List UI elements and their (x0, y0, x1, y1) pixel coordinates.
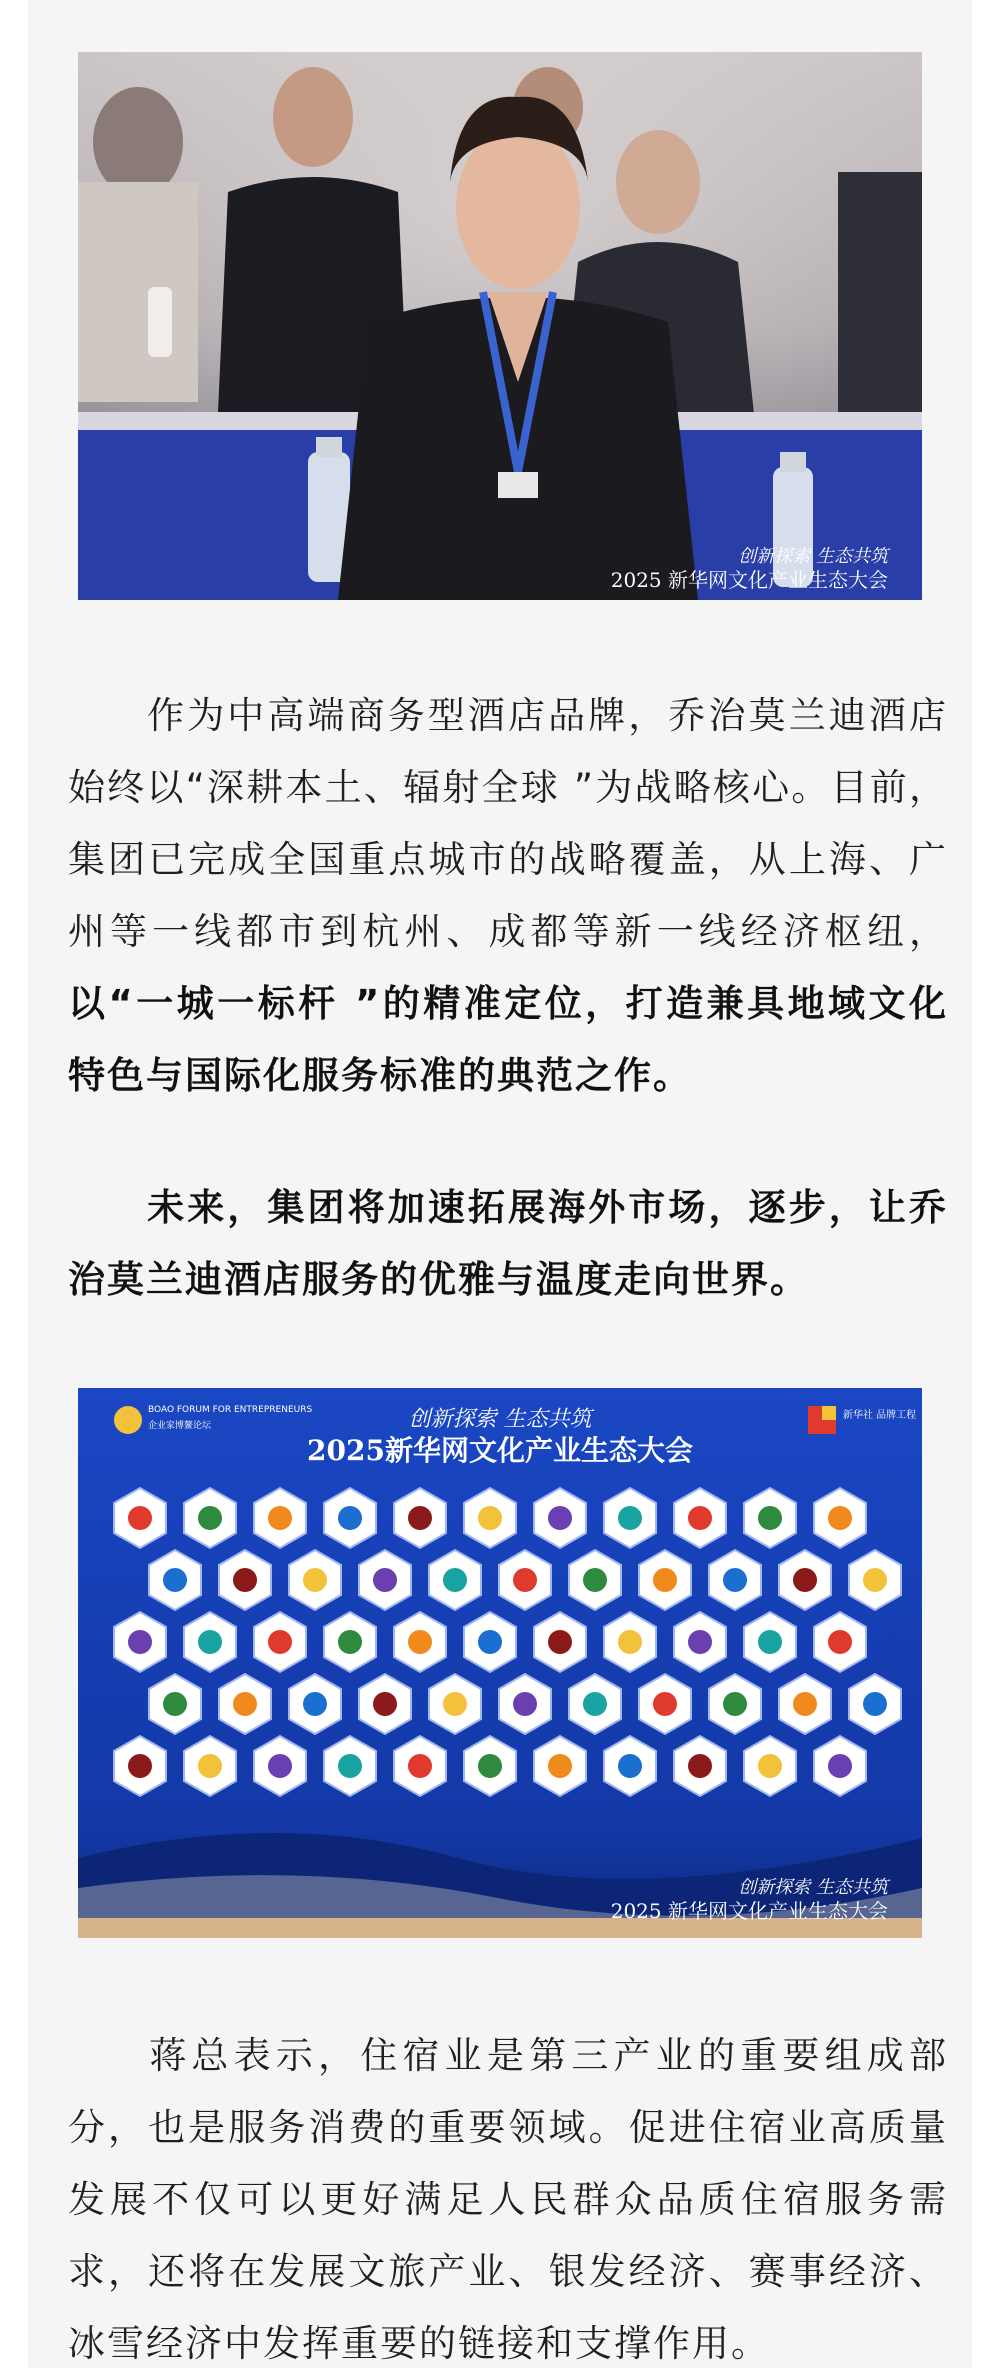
article-container (28, 0, 972, 2368)
brand-logo-icon (198, 1506, 222, 1530)
brand-logo-icon (863, 1568, 887, 1592)
brand-logo-icon (338, 1630, 362, 1654)
brand-logo-icon (338, 1506, 362, 1530)
brand-logo-icon (128, 1630, 152, 1654)
conference-photo[interactable] (78, 52, 922, 600)
brand-logo-icon (268, 1754, 292, 1778)
photo2-caption-line1: 创新探索 生态共筑 (738, 1877, 888, 1898)
brand-logo-icon (233, 1568, 257, 1592)
brand-logo-icon (268, 1630, 292, 1654)
brand-logo-icon (548, 1506, 572, 1530)
paragraph-future-bold-text: 未来，集团将加速拓展海外市场，逐步，让乔治莫兰迪酒店服务的优雅与温度走向世界。 (68, 1186, 948, 1301)
paragraph-strategy-bold-text: 以“一城一标杆 ”的精准定位，打造兼具地域文化特色与国际化服务标准的典范之作。 (68, 982, 948, 1097)
brand-logo-icon (373, 1568, 397, 1592)
logo-wall-header-line2: 2025新华网文化产业生态大会 (307, 1434, 693, 1467)
brand-logo-icon (758, 1754, 782, 1778)
paragraph-strategy (68, 680, 948, 1112)
photo1-caption-line1: 创新探索 生态共筑 (738, 546, 888, 567)
brand-logo-icon (478, 1754, 502, 1778)
brand-logo-icon (688, 1630, 712, 1654)
paragraph-remarks (68, 2020, 948, 2380)
brand-logo-icon (688, 1506, 712, 1530)
brand-logo-icon (268, 1506, 292, 1530)
brand-logo-icon (828, 1506, 852, 1530)
brand-logo-icon (408, 1630, 432, 1654)
brand-logo-icon (163, 1568, 187, 1592)
brand-logo-icon (583, 1692, 607, 1716)
brand-logo-icon (653, 1692, 677, 1716)
logo-hexagon-grid (114, 1488, 901, 1796)
logo-wall-photo-image (78, 1388, 922, 1938)
photo2-caption-line2: 2025 新华网文化产业生态大会 (610, 1899, 888, 1923)
brand-logo-icon (653, 1568, 677, 1592)
brand-logo-icon (128, 1506, 152, 1530)
brand-logo-icon (688, 1754, 712, 1778)
paragraph-future (68, 1172, 948, 1316)
brand-logo-icon (548, 1754, 572, 1778)
brand-logo-icon (443, 1568, 467, 1592)
boao-badge-text-cn: 企业家博鳌论坛 (148, 1421, 212, 1431)
paragraph-remarks-text: 蒋总表示，住宿业是第三产业的重要组成部分，也是服务消费的重要领域。促进住宿业高质量发展不仅可以更好满足人民群众品质住宿服务需求，还将在发展文旅产业、银发经济、赛事经济、冰雪经济中发挥重要的链接和支撑作用。 (68, 2034, 948, 2365)
boao-badge-text: BOAO FORUM FOR ENTREPRENEURS (148, 1405, 313, 1415)
brand-logo-icon (198, 1630, 222, 1654)
brand-logo-icon (828, 1630, 852, 1654)
brand-logo-icon (198, 1754, 222, 1778)
brand-logo-icon (758, 1506, 782, 1530)
logo-wall-header-line1: 创新探索 生态共筑 (408, 1407, 592, 1432)
brand-logo-icon (373, 1692, 397, 1716)
photo1-caption-line2: 2025 新华网文化产业生态大会 (610, 568, 888, 592)
brand-logo-icon (478, 1506, 502, 1530)
xinhua-badge-text: 新华社 品牌工程 (843, 1410, 917, 1421)
brand-logo-icon (513, 1692, 537, 1716)
brand-logo-icon (723, 1692, 747, 1716)
brand-logo-icon (478, 1630, 502, 1654)
brand-logo-icon (163, 1692, 187, 1716)
brand-logo-icon (723, 1568, 747, 1592)
brand-logo-icon (408, 1754, 432, 1778)
brand-logo-icon (303, 1692, 327, 1716)
brand-logo-icon (583, 1568, 607, 1592)
brand-logo-icon (513, 1568, 537, 1592)
brand-logo-icon (618, 1630, 642, 1654)
brand-logo-icon (793, 1568, 817, 1592)
brand-logo-icon (618, 1506, 642, 1530)
paragraph-strategy-text: 作为中高端商务型酒店品牌，乔治莫兰迪酒店始终以“深耕本土、辐射全球 ”为战略核心。目前，集团已完成全国重点城市的战略覆盖，从上海、广州等一线都市到杭州、成都等新一线经济枢纽， (68, 694, 948, 953)
logo-wall-photo[interactable] (78, 1388, 922, 1938)
brand-logo-icon (443, 1692, 467, 1716)
brand-logo-icon (758, 1630, 782, 1654)
brand-logo-icon (128, 1754, 152, 1778)
brand-logo-icon (338, 1754, 362, 1778)
brand-logo-icon (828, 1754, 852, 1778)
conference-photo-image (78, 52, 922, 600)
brand-logo-icon (793, 1692, 817, 1716)
brand-logo-icon (233, 1692, 257, 1716)
brand-logo-icon (618, 1754, 642, 1778)
brand-logo-icon (303, 1568, 327, 1592)
brand-logo-icon (408, 1506, 432, 1530)
brand-logo-icon (863, 1692, 887, 1716)
brand-logo-icon (548, 1630, 572, 1654)
